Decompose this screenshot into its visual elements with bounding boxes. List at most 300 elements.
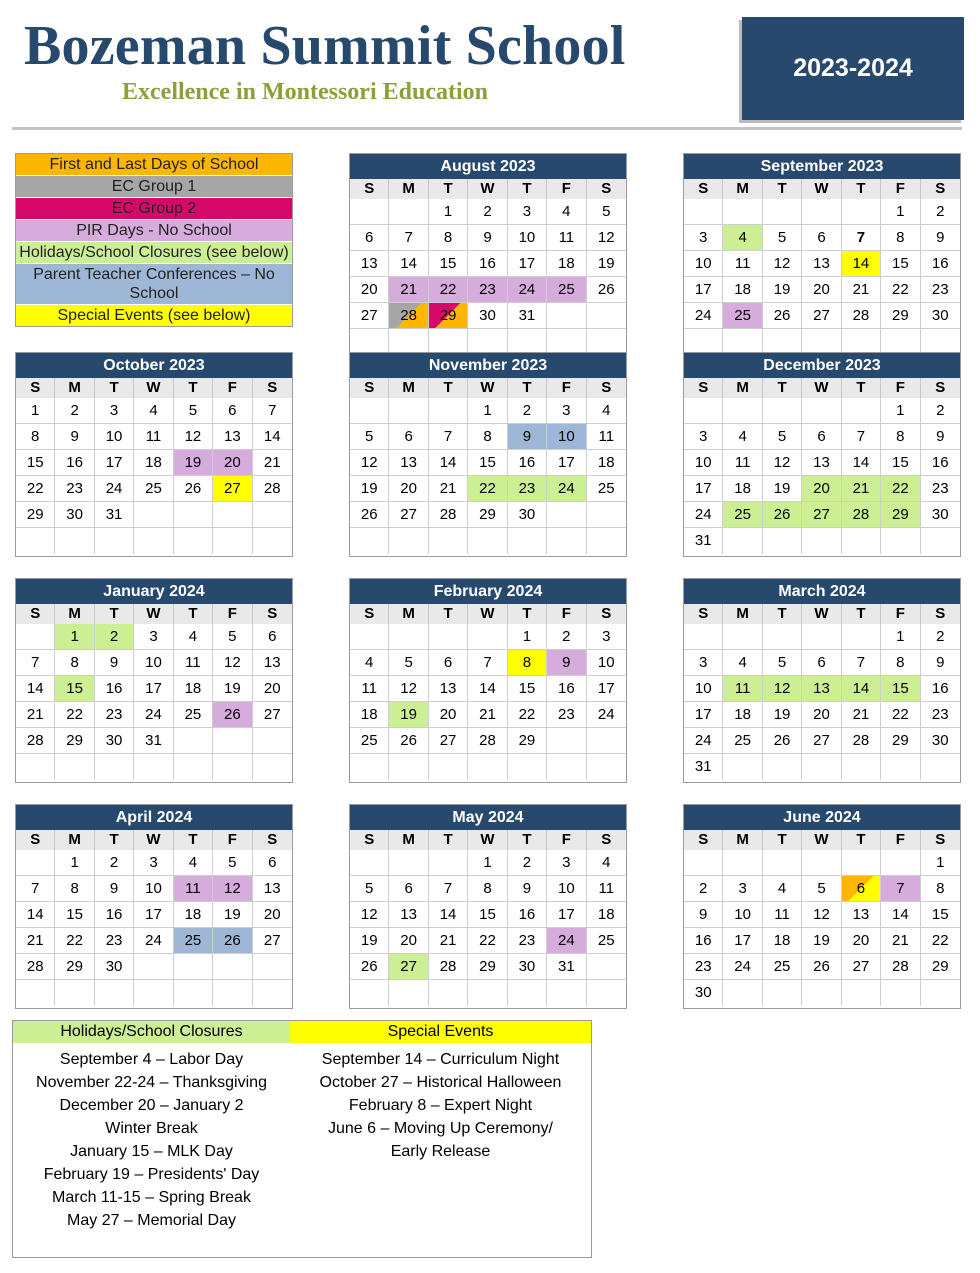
day-cell: 15	[16, 450, 55, 476]
day-cell: 18	[174, 902, 213, 928]
empty-day-cell	[174, 980, 213, 1006]
day-cell: 27	[802, 728, 841, 754]
day-cell: 28	[253, 476, 292, 502]
day-cell: 8	[429, 225, 468, 251]
weekday-label: W	[468, 604, 507, 624]
day-cell: 25	[723, 728, 762, 754]
weekday-label: T	[95, 604, 134, 624]
day-cell: 17	[134, 676, 173, 702]
day-cell: 21	[468, 702, 507, 728]
empty-day-cell	[95, 528, 134, 554]
day-cell: 4	[723, 424, 762, 450]
empty-day-cell	[174, 528, 213, 554]
month-day-grid	[684, 398, 960, 554]
empty-day-cell	[16, 850, 55, 876]
day-cell: 13	[350, 251, 389, 277]
calendar-april-2024	[15, 804, 293, 1009]
day-cell: 10	[134, 650, 173, 676]
empty-day-cell	[429, 754, 468, 780]
month-day-grid	[16, 624, 292, 780]
day-cell: 27	[802, 303, 841, 329]
day-cell: 28	[429, 502, 468, 528]
day-cell: 23	[95, 702, 134, 728]
empty-day-cell	[587, 728, 626, 754]
day-cell: 7	[842, 225, 881, 251]
date-list-item: November 22-24 – Thanksgiving	[36, 1074, 267, 1091]
day-cell: 11	[723, 676, 762, 702]
empty-day-cell	[842, 624, 881, 650]
day-cell: 25	[350, 728, 389, 754]
empty-day-cell	[763, 850, 802, 876]
day-cell: 28	[16, 954, 55, 980]
day-cell: 14	[842, 676, 881, 702]
day-cell: 13	[389, 902, 428, 928]
school-year-box	[742, 17, 964, 120]
day-cell: 15	[55, 902, 94, 928]
empty-day-cell	[134, 754, 173, 780]
date-list-item: February 8 – Expert Night	[348, 1097, 533, 1114]
day-cell: 10	[684, 676, 723, 702]
day-cell: 29	[55, 728, 94, 754]
empty-day-cell	[213, 954, 252, 980]
date-list-item: March 11-15 – Spring Break	[52, 1189, 251, 1206]
empty-day-cell	[684, 199, 723, 225]
weekday-label: F	[213, 604, 252, 624]
date-list-item: May 27 – Memorial Day	[67, 1212, 236, 1229]
day-cell: 17	[547, 450, 586, 476]
day-cell: 4	[547, 199, 586, 225]
empty-day-cell	[95, 980, 134, 1006]
day-cell: 26	[763, 502, 802, 528]
empty-day-cell	[547, 528, 586, 554]
day-cell: 20	[802, 277, 841, 303]
weekday-header-row	[684, 179, 960, 199]
day-cell: 9	[921, 650, 960, 676]
day-cell: 20	[802, 476, 841, 502]
weekday-label: T	[174, 830, 213, 850]
day-cell: 30	[468, 303, 507, 329]
day-cell: 15	[921, 902, 960, 928]
day-cell: 24	[134, 928, 173, 954]
day-cell: 10	[134, 876, 173, 902]
day-cell: 19	[763, 702, 802, 728]
day-cell: 2	[468, 199, 507, 225]
day-cell: 2	[921, 624, 960, 650]
weekday-label: T	[429, 378, 468, 398]
events-header: Special Events	[290, 1021, 591, 1043]
day-cell: 12	[763, 450, 802, 476]
day-cell: 23	[508, 476, 547, 502]
dates-box	[12, 1020, 592, 1258]
empty-day-cell	[174, 502, 213, 528]
day-cell: 24	[547, 476, 586, 502]
day-cell: 4	[134, 398, 173, 424]
empty-day-cell	[16, 624, 55, 650]
empty-day-cell	[802, 754, 841, 780]
month-title: March 2024	[684, 579, 960, 604]
day-cell: 11	[350, 676, 389, 702]
empty-day-cell	[587, 502, 626, 528]
day-cell: 29	[55, 954, 94, 980]
day-cell: 10	[95, 424, 134, 450]
holidays-column	[13, 1021, 290, 1232]
day-cell: 6	[842, 876, 881, 902]
day-cell: 13	[213, 424, 252, 450]
day-cell: 16	[921, 450, 960, 476]
day-cell: 23	[95, 928, 134, 954]
day-cell: 4	[587, 398, 626, 424]
day-cell: 18	[350, 702, 389, 728]
day-cell: 30	[921, 303, 960, 329]
calendar-november-2023	[349, 352, 627, 557]
day-cell: 31	[508, 303, 547, 329]
empty-day-cell	[842, 199, 881, 225]
empty-day-cell	[174, 754, 213, 780]
empty-day-cell	[174, 954, 213, 980]
day-cell: 21	[842, 277, 881, 303]
day-cell: 26	[389, 728, 428, 754]
empty-day-cell	[134, 528, 173, 554]
day-cell: 27	[802, 502, 841, 528]
empty-day-cell	[802, 199, 841, 225]
empty-day-cell	[763, 754, 802, 780]
day-cell: 3	[508, 199, 547, 225]
day-cell: 31	[547, 954, 586, 980]
day-cell: 28	[16, 728, 55, 754]
legend-item: First and Last Days of School	[16, 154, 292, 176]
empty-day-cell	[429, 980, 468, 1006]
day-cell: 24	[95, 476, 134, 502]
day-cell: 13	[842, 902, 881, 928]
school-name: Bozeman Summit School	[24, 15, 626, 77]
weekday-label: W	[134, 604, 173, 624]
weekday-label: S	[350, 604, 389, 624]
day-cell: 12	[389, 676, 428, 702]
day-cell: 13	[802, 676, 841, 702]
weekday-label: F	[547, 830, 586, 850]
day-cell: 31	[95, 502, 134, 528]
day-cell: 15	[881, 676, 920, 702]
day-cell: 8	[508, 650, 547, 676]
day-cell: 25	[587, 476, 626, 502]
day-cell: 7	[429, 876, 468, 902]
calendar-june-2024	[683, 804, 961, 1009]
day-cell: 7	[842, 650, 881, 676]
day-cell: 3	[587, 624, 626, 650]
day-cell: 29	[429, 303, 468, 329]
empty-day-cell	[429, 624, 468, 650]
day-cell: 26	[587, 277, 626, 303]
day-cell: 27	[253, 928, 292, 954]
weekday-header-row	[350, 179, 626, 199]
day-cell: 15	[55, 676, 94, 702]
day-cell: 11	[723, 450, 762, 476]
month-day-grid	[350, 398, 626, 554]
empty-day-cell	[723, 754, 762, 780]
day-cell: 19	[350, 476, 389, 502]
holidays-header: Holidays/School Closures	[13, 1021, 290, 1043]
empty-day-cell	[921, 980, 960, 1006]
day-cell: 29	[881, 502, 920, 528]
weekday-header-row	[16, 378, 292, 398]
day-cell: 25	[547, 277, 586, 303]
day-cell: 2	[684, 876, 723, 902]
date-list-item: December 20 – January 2	[59, 1097, 244, 1114]
day-cell: 12	[802, 902, 841, 928]
empty-day-cell	[55, 754, 94, 780]
day-cell: 25	[723, 502, 762, 528]
day-cell: 2	[921, 199, 960, 225]
legend-item: PIR Days - No School	[16, 220, 292, 242]
empty-day-cell	[802, 850, 841, 876]
calendar-october-2023	[15, 352, 293, 557]
weekday-label: W	[802, 604, 841, 624]
date-list-item: September 4 – Labor Day	[59, 1051, 244, 1068]
weekday-header-row	[16, 830, 292, 850]
day-cell: 31	[684, 528, 723, 554]
day-cell: 1	[55, 624, 94, 650]
empty-day-cell	[429, 528, 468, 554]
day-cell: 10	[508, 225, 547, 251]
day-cell: 16	[95, 902, 134, 928]
day-cell: 25	[723, 303, 762, 329]
weekday-label: T	[508, 604, 547, 624]
weekday-label: T	[842, 830, 881, 850]
empty-day-cell	[684, 624, 723, 650]
day-cell: 22	[429, 277, 468, 303]
weekday-label: S	[16, 378, 55, 398]
weekday-label: S	[601, 379, 612, 396]
day-cell: 26	[350, 502, 389, 528]
weekday-header-row	[350, 830, 626, 850]
empty-day-cell	[587, 980, 626, 1006]
day-cell: 19	[802, 928, 841, 954]
day-cell: 11	[547, 225, 586, 251]
day-cell: 18	[174, 676, 213, 702]
day-cell: 20	[429, 702, 468, 728]
day-cell: 16	[921, 676, 960, 702]
day-cell: 17	[587, 676, 626, 702]
empty-day-cell	[723, 850, 762, 876]
day-cell: 25	[587, 928, 626, 954]
day-cell: 25	[174, 702, 213, 728]
weekday-header-row	[684, 830, 960, 850]
day-cell: 20	[389, 476, 428, 502]
day-cell: 12	[350, 902, 389, 928]
day-cell: 23	[547, 702, 586, 728]
weekday-label: S	[935, 605, 946, 622]
day-cell: 23	[921, 702, 960, 728]
weekday-label: M	[389, 604, 428, 624]
weekday-label: T	[429, 604, 468, 624]
empty-day-cell	[587, 528, 626, 554]
day-cell: 13	[253, 650, 292, 676]
empty-day-cell	[547, 303, 586, 329]
day-cell: 9	[508, 424, 547, 450]
day-cell: 25	[134, 476, 173, 502]
empty-day-cell	[350, 624, 389, 650]
empty-day-cell	[802, 980, 841, 1006]
day-cell: 12	[763, 251, 802, 277]
day-cell: 11	[587, 876, 626, 902]
weekday-label: T	[842, 179, 881, 199]
day-cell: 16	[468, 251, 507, 277]
day-cell: 16	[547, 676, 586, 702]
weekday-label: F	[547, 378, 586, 398]
empty-day-cell	[842, 980, 881, 1006]
day-cell: 30	[921, 502, 960, 528]
day-cell: 14	[253, 424, 292, 450]
weekday-label: M	[389, 830, 428, 850]
weekday-label: S	[684, 830, 723, 850]
empty-day-cell	[55, 528, 94, 554]
day-cell: 19	[389, 702, 428, 728]
day-cell: 16	[684, 928, 723, 954]
day-cell: 17	[547, 902, 586, 928]
day-cell: 8	[881, 225, 920, 251]
day-cell: 30	[95, 954, 134, 980]
month-day-grid	[16, 398, 292, 554]
day-cell: 19	[763, 476, 802, 502]
day-cell: 20	[253, 902, 292, 928]
day-cell: 14	[429, 902, 468, 928]
day-cell: 21	[842, 476, 881, 502]
day-cell: 22	[55, 702, 94, 728]
day-cell: 8	[468, 876, 507, 902]
day-cell: 5	[802, 876, 841, 902]
weekday-label: W	[802, 378, 841, 398]
day-cell: 4	[587, 850, 626, 876]
day-cell: 8	[468, 424, 507, 450]
day-cell: 15	[881, 450, 920, 476]
weekday-label: M	[55, 604, 94, 624]
day-cell: 15	[508, 676, 547, 702]
day-cell: 2	[55, 398, 94, 424]
empty-day-cell	[842, 850, 881, 876]
day-cell: 10	[684, 450, 723, 476]
day-cell: 23	[921, 277, 960, 303]
legend-item: EC Group 1	[16, 176, 292, 198]
day-cell: 30	[508, 954, 547, 980]
day-cell: 13	[802, 450, 841, 476]
weekday-header-row	[350, 378, 626, 398]
weekday-label: T	[842, 378, 881, 398]
day-cell: 29	[921, 954, 960, 980]
empty-day-cell	[16, 754, 55, 780]
month-title: February 2024	[350, 579, 626, 604]
empty-day-cell	[468, 528, 507, 554]
weekday-label: F	[213, 378, 252, 398]
day-cell: 13	[802, 251, 841, 277]
day-cell: 4	[174, 624, 213, 650]
day-cell: 15	[429, 251, 468, 277]
weekday-header-row	[684, 604, 960, 624]
calendar-september-2023	[683, 153, 961, 358]
day-cell: 5	[763, 650, 802, 676]
day-cell: 18	[723, 277, 762, 303]
day-cell: 30	[921, 728, 960, 754]
day-cell: 8	[881, 650, 920, 676]
empty-day-cell	[802, 624, 841, 650]
school-tagline: Excellence in Montessori Education	[122, 79, 488, 105]
empty-day-cell	[881, 528, 920, 554]
weekday-label: T	[842, 604, 881, 624]
day-cell: 20	[350, 277, 389, 303]
day-cell: 7	[842, 424, 881, 450]
day-cell: 3	[134, 624, 173, 650]
month-day-grid	[684, 850, 960, 1006]
day-cell: 16	[55, 450, 94, 476]
day-cell: 25	[174, 928, 213, 954]
weekday-label: T	[763, 604, 802, 624]
day-cell: 3	[684, 650, 723, 676]
weekday-label: T	[429, 830, 468, 850]
weekday-label: S	[350, 830, 389, 850]
day-cell: 8	[55, 876, 94, 902]
day-cell: 17	[723, 928, 762, 954]
legend	[15, 153, 293, 327]
weekday-label: M	[389, 179, 428, 199]
day-cell: 17	[508, 251, 547, 277]
weekday-label: F	[881, 604, 920, 624]
date-list-item: Early Release	[390, 1143, 491, 1160]
day-cell: 14	[842, 450, 881, 476]
calendar-may-2024	[349, 804, 627, 1009]
day-cell: 1	[881, 624, 920, 650]
empty-day-cell	[763, 980, 802, 1006]
day-cell: 22	[468, 476, 507, 502]
empty-day-cell	[389, 398, 428, 424]
empty-day-cell	[723, 980, 762, 1006]
day-cell: 2	[921, 398, 960, 424]
empty-day-cell	[389, 528, 428, 554]
day-cell: 24	[587, 702, 626, 728]
day-cell: 24	[134, 702, 173, 728]
weekday-label: W	[134, 830, 173, 850]
empty-day-cell	[16, 980, 55, 1006]
empty-day-cell	[468, 980, 507, 1006]
day-cell: 17	[95, 450, 134, 476]
empty-day-cell	[763, 398, 802, 424]
empty-day-cell	[213, 980, 252, 1006]
day-cell: 8	[881, 424, 920, 450]
empty-day-cell	[389, 199, 428, 225]
date-list-item: January 15 – MLK Day	[70, 1143, 233, 1160]
weekday-label: W	[134, 378, 173, 398]
day-cell: 19	[587, 251, 626, 277]
month-title: September 2023	[684, 154, 960, 179]
day-cell: 1	[881, 199, 920, 225]
month-title: November 2023	[350, 353, 626, 378]
calendar-march-2024	[683, 578, 961, 783]
day-cell: 4	[174, 850, 213, 876]
date-list-item: Winter Break	[105, 1120, 198, 1137]
day-cell: 26	[350, 954, 389, 980]
weekday-label: W	[802, 830, 841, 850]
day-cell: 8	[921, 876, 960, 902]
day-cell: 28	[881, 954, 920, 980]
legend-item: Parent Teacher Conferences – No School	[16, 264, 292, 305]
weekday-label: S	[350, 179, 389, 199]
day-cell: 21	[881, 928, 920, 954]
weekday-label: M	[55, 830, 94, 850]
weekday-header-row	[350, 604, 626, 624]
day-cell: 26	[213, 928, 252, 954]
day-cell: 23	[508, 928, 547, 954]
day-cell: 29	[508, 728, 547, 754]
weekday-label: S	[267, 831, 278, 848]
day-cell: 31	[684, 754, 723, 780]
